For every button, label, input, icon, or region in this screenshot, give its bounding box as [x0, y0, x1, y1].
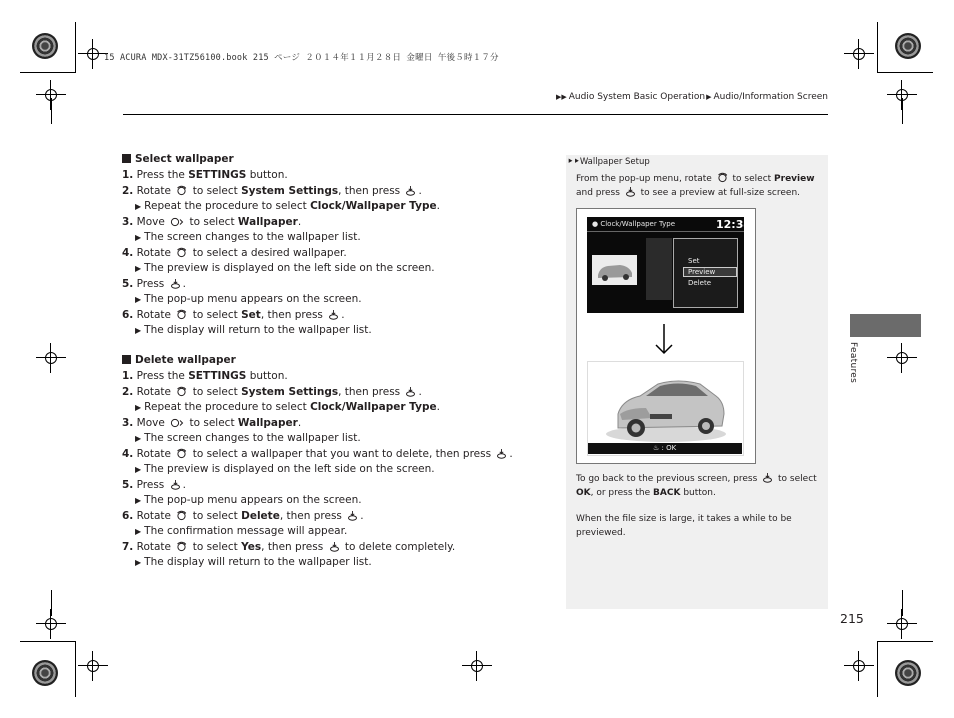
step-item: 2. Rotate to select System Settings, then press . — [122, 184, 422, 197]
trim-line — [877, 641, 933, 642]
menu-item-preview[interactable]: Preview — [688, 268, 716, 276]
interface-dial-icon — [717, 172, 728, 183]
interface-dial-icon — [176, 448, 187, 459]
note-arrow-icon: ⯈⯈ — [567, 157, 580, 166]
press-icon — [329, 541, 340, 552]
step-item: 4. Rotate to select a desired wallpaper. — [122, 246, 347, 259]
section-title-delete: Delete wallpaper — [122, 354, 236, 366]
print-header: 15 ACURA MDX-31TZ56100.book 215 ページ ２０１４年１１月２８日 金曜日 午後５時１７分 — [104, 53, 499, 63]
press-icon — [170, 278, 181, 289]
press-icon — [405, 185, 416, 196]
trim-line — [20, 641, 76, 642]
trim-line — [75, 641, 76, 697]
trim-line — [75, 22, 76, 72]
step-item: 3. Move to select Wallpaper. — [122, 215, 302, 228]
press-icon — [405, 386, 416, 397]
note-paragraph-2: To go back to the previous screen, press to select OK, or press the BACK button. — [576, 474, 817, 498]
step-item: 3. Move to select Wallpaper. — [122, 416, 302, 429]
breadcrumb — [556, 92, 828, 102]
interface-dial-icon — [176, 309, 187, 320]
interface-dial-icon — [176, 510, 187, 521]
wallpaper-preview-screen — [587, 361, 744, 456]
steps-select — [122, 168, 440, 339]
crosshair-mark — [850, 45, 868, 63]
steps-delete — [122, 369, 513, 571]
step-item: 1. Press the SETTINGS button. — [122, 370, 288, 382]
step-result: ▶ The pop-up menu appears on the screen. — [135, 293, 362, 305]
result-arrow-icon: ▶ — [135, 233, 142, 242]
trim-line — [51, 590, 52, 616]
result-arrow-icon: ▶ — [135, 527, 142, 536]
result-arrow-icon: ▶ — [135, 558, 142, 567]
trim-line — [877, 22, 878, 72]
note-title: ⯈⯈Wallpaper Setup — [567, 157, 650, 167]
step-result: ▶ Repeat the procedure to select Clock/Wallpaper Type. — [135, 200, 440, 212]
breadcrumb-part2[interactable]: Audio/Information Screen — [713, 92, 828, 102]
preview-ok-label[interactable]: ♨ : OK — [653, 444, 677, 452]
step-result: ▶ The confirmation message will appear. — [135, 525, 348, 537]
interface-dial-icon — [176, 185, 187, 196]
registration-mark — [32, 660, 58, 686]
step-item: 5. Press . — [122, 277, 186, 290]
registration-mark — [895, 660, 921, 686]
step-item: 4. Rotate to select a wallpaper that you want to delete, then press . — [122, 447, 513, 460]
result-arrow-icon: ▶ — [135, 202, 142, 211]
section-title-select: Select wallpaper — [122, 153, 234, 165]
press-icon — [347, 510, 358, 521]
step-result: ▶ The screen changes to the wallpaper list. — [135, 432, 361, 444]
menu-item-delete[interactable]: Delete — [688, 279, 711, 287]
interface-dial-move-icon — [170, 417, 184, 428]
screen-title: ● Clock/Wallpaper Type — [592, 220, 676, 228]
press-icon: ♨ — [653, 444, 660, 452]
header-rule — [123, 114, 828, 115]
crosshair-mark — [84, 657, 102, 675]
press-icon — [496, 448, 507, 459]
step-result: ▶ The preview is displayed on the left side on the screen. — [135, 463, 435, 475]
features-tab — [850, 314, 921, 337]
screen-divider — [587, 231, 744, 232]
crosshair-mark — [468, 657, 486, 675]
press-icon — [170, 479, 181, 490]
trim-line — [51, 98, 52, 124]
step-result: ▶ The screen changes to the wallpaper list. — [135, 231, 361, 243]
breadcrumb-part1[interactable]: Audio System Basic Operation — [568, 92, 706, 102]
note-paragraph-3: When the file size is large, it takes a while to be previewed. — [576, 514, 792, 538]
step-result: ▶ The preview is displayed on the left side on the screen. — [135, 262, 435, 274]
step-item: 6. Rotate to select Delete, then press . — [122, 509, 364, 522]
trim-line — [902, 98, 903, 124]
note-paragraph-1: From the pop-up menu, rotate to select Preview and press to see a preview at full-size screen. — [576, 174, 815, 198]
car-preview-image — [588, 362, 743, 455]
interface-dial-icon — [176, 386, 187, 397]
result-arrow-icon: ▶ — [135, 465, 142, 474]
step-item: 5. Press . — [122, 478, 186, 491]
press-icon — [328, 309, 339, 320]
square-bullet-icon — [122, 355, 131, 364]
crosshair-mark — [42, 349, 60, 367]
interface-dial-icon — [176, 247, 187, 258]
arrow-down-icon — [651, 322, 677, 356]
trim-line — [20, 72, 76, 73]
press-icon — [762, 472, 773, 483]
step-result: ▶ The pop-up menu appears on the screen. — [135, 494, 362, 506]
list-background — [646, 238, 672, 300]
crosshair-mark — [850, 657, 868, 675]
result-arrow-icon: ▶ — [135, 295, 142, 304]
page-number: 215 — [840, 611, 864, 626]
registration-mark — [895, 33, 921, 59]
step-item: 6. Rotate to select Set, then press . — [122, 308, 345, 321]
trim-line — [877, 72, 933, 73]
step-item: 2. Rotate to select System Settings, then press . — [122, 385, 422, 398]
crosshair-mark — [42, 615, 60, 633]
interface-dial-icon — [176, 541, 187, 552]
square-bullet-icon — [122, 154, 131, 163]
step-item: 1. Press the SETTINGS button. — [122, 169, 288, 181]
screen-clock: 12:34 — [716, 218, 752, 231]
crosshair-mark — [893, 349, 911, 367]
menu-item-set[interactable]: Set — [688, 257, 700, 265]
breadcrumb-arrow-icon: ▶▶ — [555, 93, 567, 101]
step-result: ▶ The display will return to the wallpaper list. — [135, 556, 372, 568]
crosshair-mark — [893, 615, 911, 633]
trim-line — [902, 590, 903, 616]
result-arrow-icon: ▶ — [135, 434, 142, 443]
result-arrow-icon: ▶ — [135, 326, 142, 335]
step-result: ▶ Repeat the procedure to select Clock/Wallpaper Type. — [135, 401, 440, 413]
trim-line — [877, 641, 878, 697]
registration-mark — [32, 33, 58, 59]
result-arrow-icon: ▶ — [135, 264, 142, 273]
result-arrow-icon: ▶ — [135, 496, 142, 505]
features-tab-label: Features — [848, 342, 858, 384]
breadcrumb-arrow-icon: ▶ — [706, 93, 712, 101]
step-result: ▶ The display will return to the wallpaper list. — [135, 324, 372, 336]
step-item: 7. Rotate to select Yes, then press to delete completely. — [122, 540, 456, 553]
interface-dial-move-icon — [170, 216, 184, 227]
wallpaper-thumbnail — [592, 255, 637, 285]
press-icon — [625, 186, 636, 197]
crosshair-mark — [84, 45, 102, 63]
result-arrow-icon: ▶ — [135, 403, 142, 412]
